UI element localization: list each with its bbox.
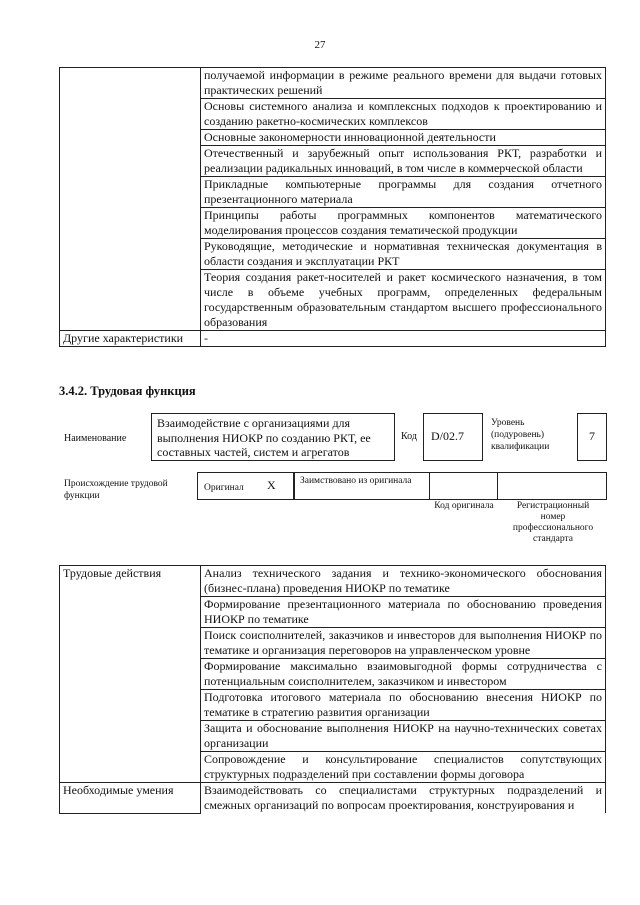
table-cell: Отечественный и зарубежный опыт использования РКТ, разработки и реализации радикальных инноваций, в том числе в коммерческой области xyxy=(201,146,606,177)
function-code-box: D/02.7 xyxy=(423,413,483,461)
table-cell: Теория создания ракет-носителей и ракет космического назначения, в том числе в объеме учебных программ, определенных федеральным государственным образовательным стандартом высшего профессионального образования xyxy=(201,270,606,331)
other-characteristics-label: Другие характеристики xyxy=(60,331,201,347)
knowledge-table xyxy=(59,67,606,347)
code-label: Код xyxy=(401,431,417,442)
table-cell: Формирование презентационного материала по обоснованию проведения НИОКР по тематике xyxy=(201,597,606,628)
table-cell: Основы системного анализа и комплексных подходов к проектированию и созданию ракетно-космических комплексов xyxy=(201,99,606,130)
original-mark: X xyxy=(267,478,276,492)
table-cell: Взаимодействовать со специалистами структурных подразделений и смежных организаций по вопросам проектирования, конструирования и xyxy=(201,783,606,814)
original-code-box xyxy=(429,472,498,500)
actions-label: Трудовые действия xyxy=(60,566,201,783)
table-row xyxy=(60,566,606,597)
level-label: Уровень (подуровень) квалификации xyxy=(491,418,550,452)
original-box xyxy=(197,472,294,500)
table-cell: Сопровождение и консультирование специалистов сопутствующих структурных подразделений при составлении формы договора xyxy=(201,752,606,783)
table-cell: Прикладные компьютерные программы для создания отчетного презентационного материала xyxy=(201,177,606,208)
other-characteristics-value: - xyxy=(201,331,606,347)
table-row xyxy=(60,331,606,347)
skills-label: Необходимые умения xyxy=(60,783,201,814)
table-cell: Руководящие, методические и нормативная техническая документация в области создания и эксплуатации РКТ xyxy=(201,239,606,270)
table-cell: Принципы работы программных компонентов математического моделирования процессов создания тематической продукции xyxy=(201,208,606,239)
original-label: Оригинал xyxy=(204,483,244,493)
table-cell: Формирование максимально взаимовыгодной формы сотрудничества с потенциальным соисполнителем, заказчиком и инвестором xyxy=(201,659,606,690)
registration-number-box xyxy=(497,472,607,500)
function-name-box: Взаимодействие с организациями для выполнения НИОКР по созданию РКТ, ее составных частей, систем и агрегатов xyxy=(151,413,395,461)
page-number: 27 xyxy=(314,39,326,51)
table-cell: получаемой информации в режиме реального времени для выдачи готовых практических решений xyxy=(201,68,606,99)
table-label-cell xyxy=(60,68,201,331)
table-cell: Основные закономерности инновационной деятельности xyxy=(201,130,606,146)
code-caption: Код оригинала xyxy=(434,501,494,511)
table-row xyxy=(60,68,606,99)
table-cell: Подготовка итогового материала по обоснованию внесения НИОКР по тематике в стратегию развития организации xyxy=(201,690,606,721)
table-cell: Защита и обоснование выполнения НИОКР на научно-технических советах организации xyxy=(201,721,606,752)
table-cell: Анализ технического задания и технико-экономического обоснования (бизнес-плана) проведения НИОКР по тематике xyxy=(201,566,606,597)
labor-actions-table xyxy=(59,565,606,814)
level-value-box: 7 xyxy=(577,413,607,461)
borrowed-label: Заимствовано из оригинала xyxy=(300,476,412,486)
table-cell: Поиск соисполнителей, заказчиков и инвесторов для выполнения НИОКР по тематике и организация переговоров на управленческом уровне xyxy=(201,628,606,659)
registration-caption: Регистрационный номер профессионального стандарта xyxy=(512,501,594,544)
origin-label: Происхождение трудовой функции xyxy=(64,479,168,501)
section-title: 3.4.2. Трудовая функция xyxy=(59,384,196,398)
table-row xyxy=(60,783,606,814)
name-label: Наименование xyxy=(64,433,127,444)
borrowed-box xyxy=(294,472,430,500)
